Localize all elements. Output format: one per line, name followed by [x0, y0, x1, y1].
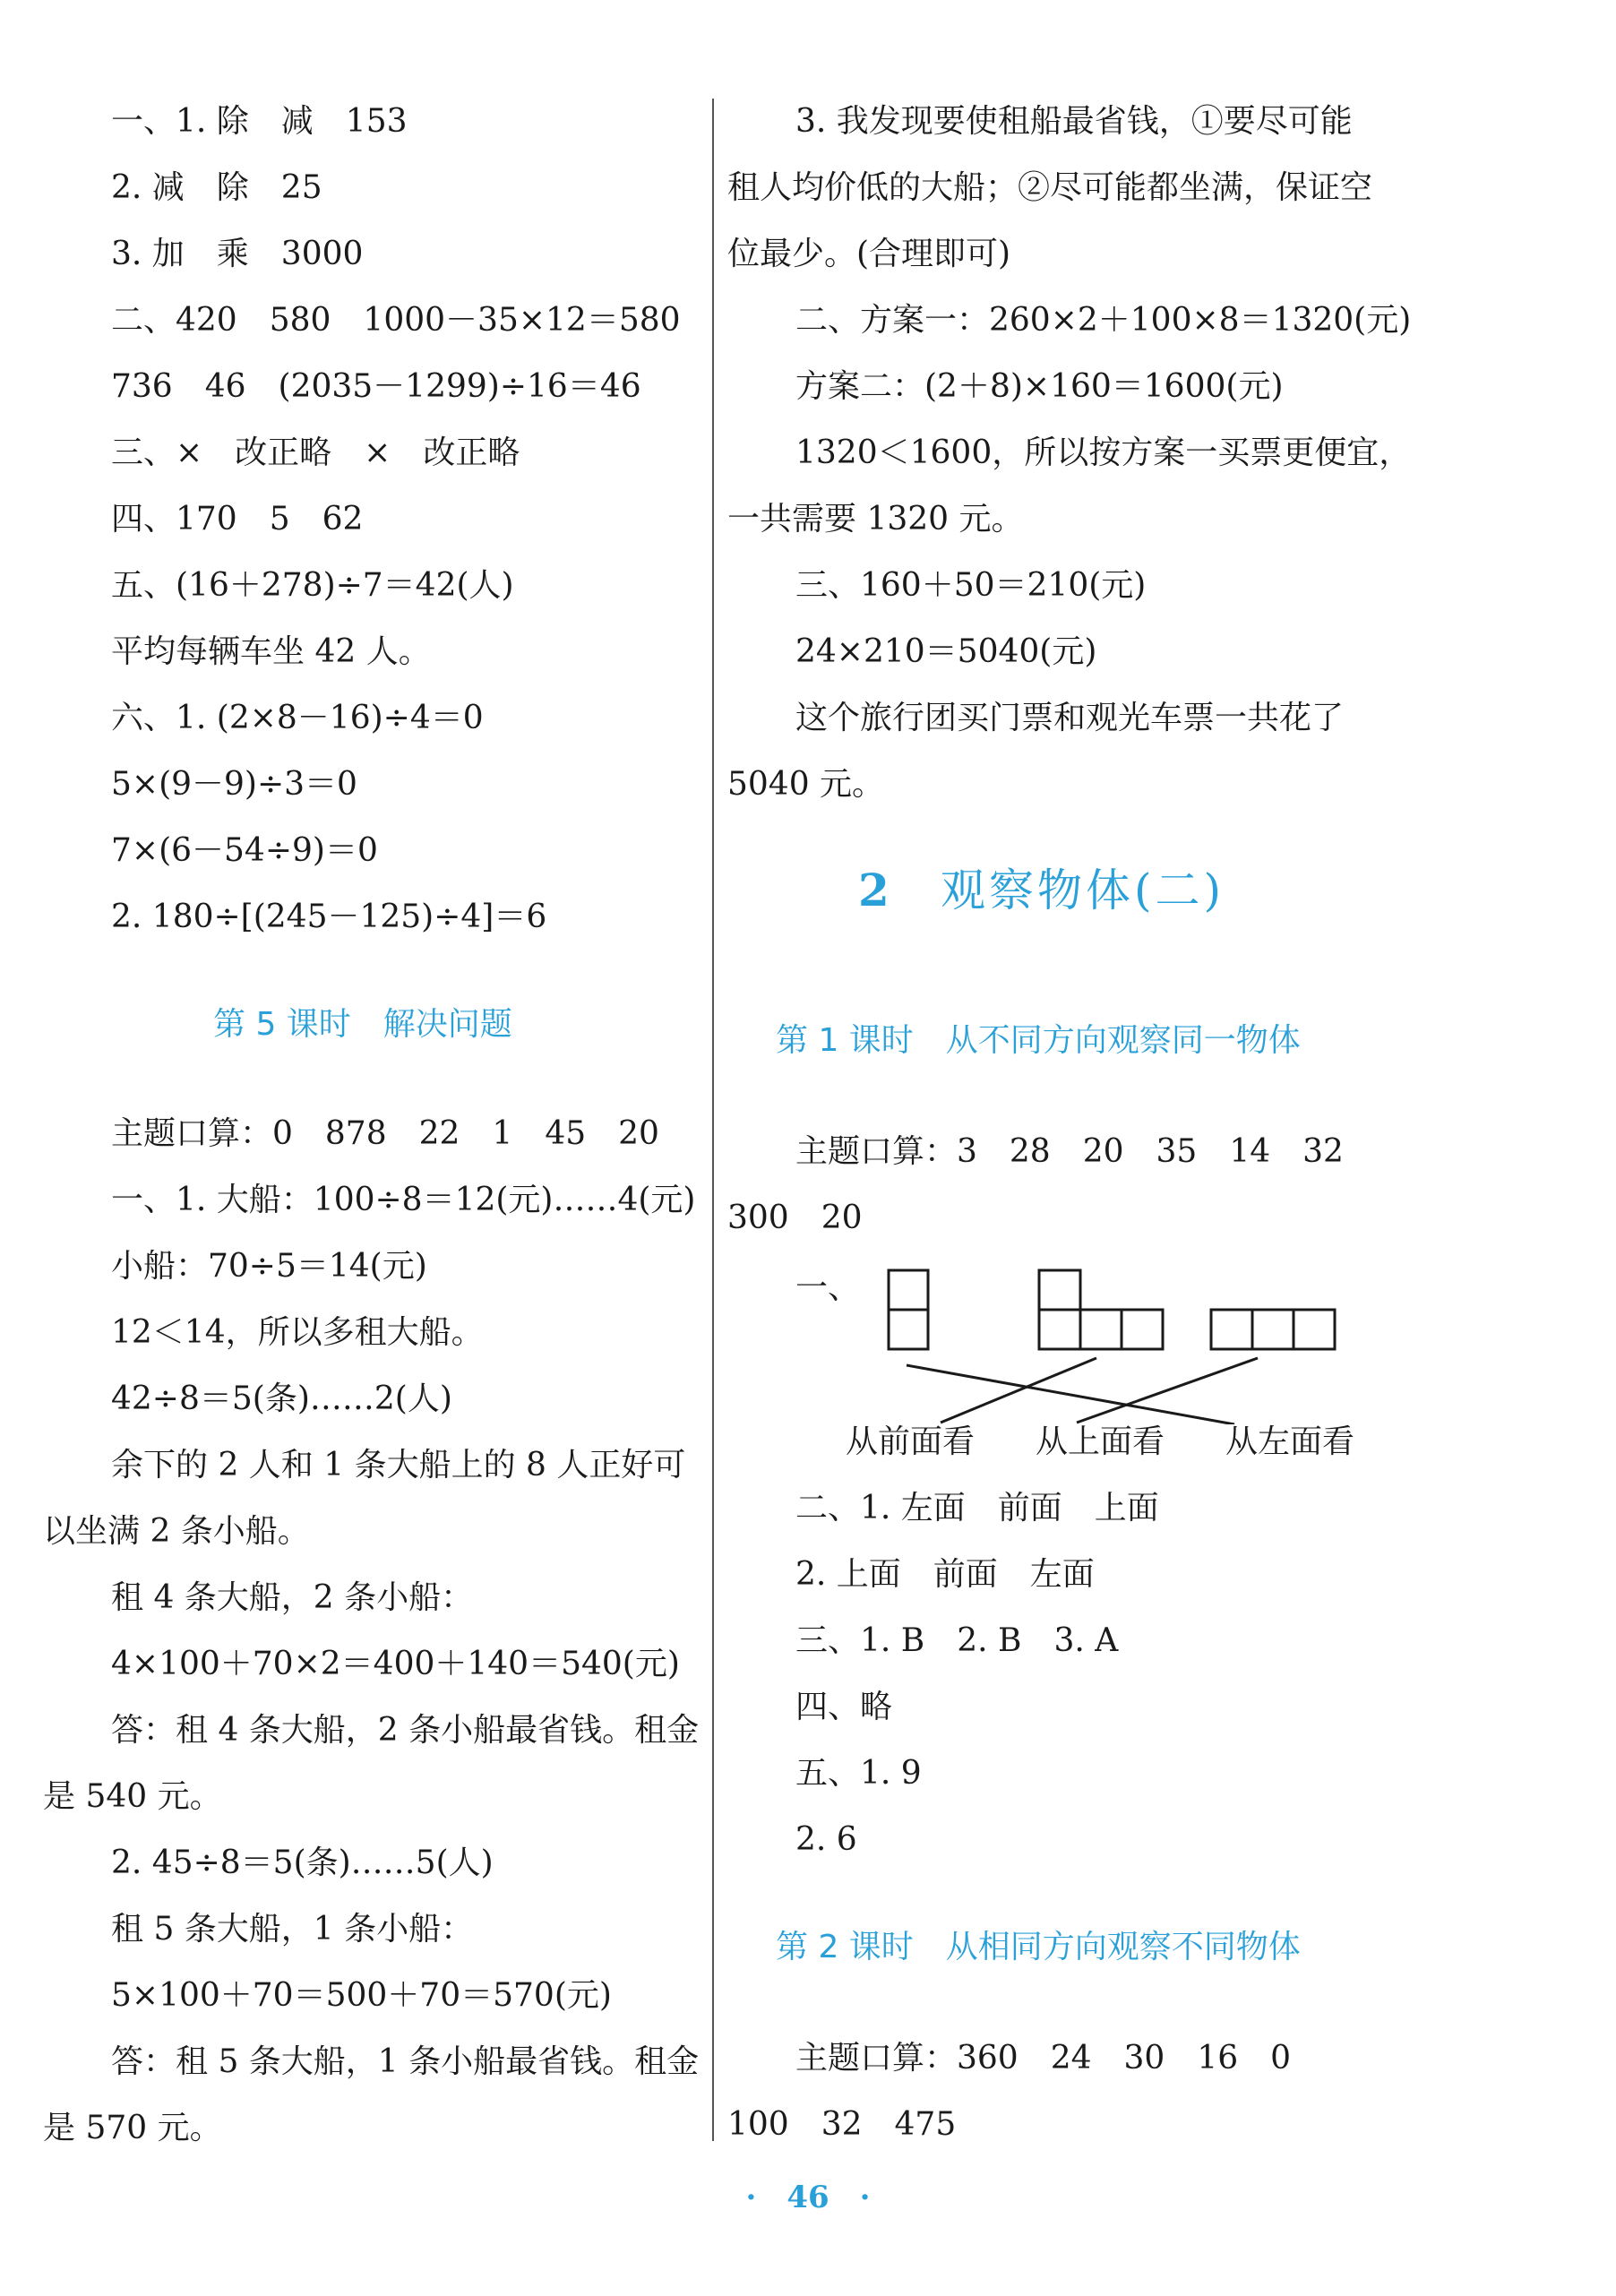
- answer-line: 二、1. 左面 前面 上面: [795, 1490, 1159, 1526]
- answer-line: 五、1. 9: [795, 1755, 922, 1792]
- answer-line: 四、170 5 62: [111, 501, 364, 537]
- lesson5-heading: 第 5 课时 解决问题: [213, 1006, 512, 1043]
- answer-line: 1320＜1600，所以按方案一买票更便宜，: [795, 434, 1412, 471]
- answer-line: 7×(6－54÷9)＝0: [111, 832, 378, 869]
- answer-line: 是 570 元。: [43, 2110, 222, 2146]
- answer-line: 租 5 条大船，1 条小船：: [111, 1911, 474, 1948]
- view-label-front: 从前面看: [846, 1423, 976, 1460]
- answer-line: 主题口算：3 28 20 35 14 32: [795, 1133, 1344, 1170]
- answer-line: 方案二：(2＋8)×160＝1600(元): [795, 368, 1284, 405]
- answer-line: 5040 元。: [727, 766, 885, 803]
- answer-line: 余下的 2 人和 1 条大船上的 8 人正好可: [111, 1447, 686, 1483]
- answer-line: 三、× 改正略 × 改正略: [111, 434, 520, 471]
- answer-line: 24×210＝5040(元): [795, 633, 1097, 670]
- view-label-top: 从上面看: [1036, 1423, 1165, 1460]
- answer-line: 租 4 条大船，2 条小船：: [111, 1579, 474, 1616]
- answer-line: 以坐满 2 条小船。: [43, 1513, 310, 1550]
- answer-line: 4×100＋70×2＝400＋140＝540(元): [111, 1646, 680, 1682]
- answer-line: 736 46 (2035－1299)÷16＝46: [111, 368, 641, 405]
- answer-line: 3. 我发现要使租船最省钱，①要尽可能: [795, 103, 1353, 140]
- view-diagram: [878, 1254, 1362, 1424]
- answer-line: 100 32 475: [727, 2106, 957, 2143]
- column-divider: [712, 99, 714, 2141]
- answer-line: 5×(9－9)÷3＝0: [111, 766, 357, 803]
- chapter-title: 观察物体(二): [941, 864, 1225, 916]
- answer-line: 2. 6: [795, 1821, 857, 1858]
- answer-line: 一共需要 1320 元。: [727, 501, 1024, 537]
- answer-line: 四、略: [795, 1689, 893, 1725]
- shape-top: [1039, 1270, 1080, 1310]
- answer-line: 3. 加 乘 3000: [111, 236, 364, 272]
- answer-line: 2. 上面 前面 左面: [795, 1556, 1095, 1593]
- answer-line: 是 540 元。: [43, 1778, 222, 1815]
- answer-line: 小船：70÷5＝14(元): [111, 1248, 427, 1285]
- answer-line: 二、420 580 1000－35×12＝580: [111, 302, 681, 339]
- answer-line: 二、方案一：260×2＋100×8＝1320(元): [795, 302, 1412, 339]
- view-label-left: 从左面看: [1225, 1423, 1355, 1460]
- answer-line: 12＜14，所以多租大船。: [111, 1314, 484, 1351]
- answer-line: 2. 45÷8＝5(条)……5(人): [111, 1845, 494, 1881]
- lesson2-heading: 第 2 课时 从相同方向观察不同物体: [776, 1929, 1301, 1965]
- answer-line: 答：租 5 条大船，1 条小船最省钱。租金: [111, 2043, 700, 2080]
- answer-line: 答：租 4 条大船，2 条小船最省钱。租金: [111, 1712, 700, 1749]
- page-number: · 46 ·: [745, 2180, 871, 2215]
- answer-line: 三、160＋50＝210(元): [795, 567, 1147, 604]
- connector-line: [941, 1358, 1096, 1423]
- shape-front: [889, 1270, 928, 1310]
- answer-line: 位最少。(合理即可): [727, 236, 1011, 272]
- answer-line: 2. 180÷[(245－125)÷4]＝6: [111, 899, 547, 935]
- answer-line: 42÷8＝5(条)……2(人): [111, 1380, 452, 1417]
- answer-line: 一、: [795, 1269, 861, 1306]
- answer-line: 六、1. (2×8－16)÷4＝0: [111, 700, 484, 736]
- answer-line: 一、1. 大船：100÷8＝12(元)……4(元): [111, 1182, 696, 1218]
- answer-line: 一、1. 除 减 153: [111, 103, 408, 140]
- answer-line: 三、1. B 2. B 3. A: [795, 1622, 1119, 1659]
- answer-line: 主题口算：0 878 22 1 45 20: [111, 1115, 659, 1152]
- answer-line: 300 20: [727, 1200, 863, 1236]
- answer-line: 这个旅行团买门票和观光车票一共花了: [795, 700, 1345, 736]
- lesson1-heading: 第 1 课时 从不同方向观察同一物体: [776, 1022, 1301, 1059]
- answer-line: 租人均价低的大船；②尽可能都坐满，保证空: [727, 169, 1373, 206]
- shape-left: [1211, 1310, 1252, 1349]
- answer-line: 主题口算：360 24 30 16 0: [795, 2040, 1292, 2077]
- chapter-number: 2: [858, 864, 893, 916]
- answer-line: 平均每辆车坐 42 人。: [111, 633, 431, 670]
- answer-line: 5×100＋70＝500＋70＝570(元): [111, 1977, 612, 2014]
- answer-line: 五、(16＋278)÷7＝42(人): [111, 567, 514, 604]
- answer-line: 2. 减 除 25: [111, 169, 322, 206]
